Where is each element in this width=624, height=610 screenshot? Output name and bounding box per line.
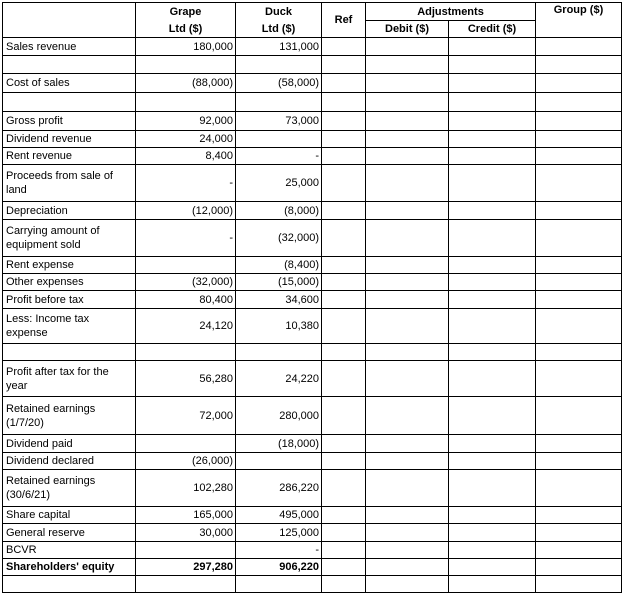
grape-value: 8,400 xyxy=(136,148,236,165)
row-label: Gross profit xyxy=(3,112,136,131)
grape-value xyxy=(136,435,236,453)
credit-cell xyxy=(449,165,536,202)
row-label: Less: Income tax expense xyxy=(3,309,136,344)
debit-cell xyxy=(366,291,449,309)
table-row xyxy=(3,344,622,361)
ref-cell xyxy=(322,112,366,131)
debit-cell xyxy=(366,309,449,344)
group-cell xyxy=(536,56,622,74)
debit-cell xyxy=(366,93,449,112)
grape-value xyxy=(136,576,236,593)
row-label xyxy=(3,56,136,74)
row-label: Dividend revenue xyxy=(3,131,136,148)
row-label: Other expenses xyxy=(3,274,136,291)
table-row xyxy=(3,93,622,112)
ref-cell xyxy=(322,56,366,74)
header-grape-name: Grape xyxy=(136,3,236,21)
group-cell xyxy=(536,344,622,361)
table-row xyxy=(3,576,622,593)
row-label: Cost of sales xyxy=(3,74,136,93)
table-row xyxy=(3,542,622,559)
credit-cell xyxy=(449,435,536,453)
credit-cell xyxy=(449,274,536,291)
grape-value: (12,000) xyxy=(136,202,236,220)
ref-cell xyxy=(322,453,366,470)
row-label: Dividend paid xyxy=(3,435,136,453)
duck-value: 495,000 xyxy=(236,507,322,524)
ref-cell xyxy=(322,38,366,56)
debit-cell xyxy=(366,361,449,397)
group-cell xyxy=(536,291,622,309)
debit-cell xyxy=(366,397,449,435)
table-row xyxy=(3,220,622,257)
duck-value: (8,000) xyxy=(236,202,322,220)
group-cell xyxy=(536,131,622,148)
duck-value: 34,600 xyxy=(236,291,322,309)
ref-cell xyxy=(322,470,366,507)
debit-cell xyxy=(366,131,449,148)
credit-cell xyxy=(449,576,536,593)
group-cell xyxy=(536,165,622,202)
table-row xyxy=(3,274,622,291)
header-duck-name: Duck xyxy=(236,3,322,21)
table-row xyxy=(3,453,622,470)
debit-cell xyxy=(366,542,449,559)
debit-cell xyxy=(366,435,449,453)
group-cell xyxy=(536,397,622,435)
grape-value xyxy=(136,344,236,361)
grape-value: 102,280 xyxy=(136,470,236,507)
credit-cell xyxy=(449,453,536,470)
ref-cell xyxy=(322,220,366,257)
ref-cell xyxy=(322,165,366,202)
debit-cell xyxy=(366,524,449,542)
credit-cell xyxy=(449,524,536,542)
grape-value: 180,000 xyxy=(136,38,236,56)
grape-value: 165,000 xyxy=(136,507,236,524)
credit-cell xyxy=(449,257,536,274)
credit-cell xyxy=(449,38,536,56)
table-row xyxy=(3,524,622,542)
header-grape-unit: Ltd ($) xyxy=(136,21,236,38)
ref-cell xyxy=(322,435,366,453)
table-row xyxy=(3,148,622,165)
duck-value: - xyxy=(236,148,322,165)
group-cell xyxy=(536,112,622,131)
group-cell xyxy=(536,74,622,93)
credit-cell xyxy=(449,148,536,165)
debit-cell xyxy=(366,274,449,291)
header-adjustments: Adjustments xyxy=(366,3,536,21)
credit-cell xyxy=(449,559,536,576)
grape-value xyxy=(136,93,236,112)
group-cell xyxy=(536,453,622,470)
group-cell xyxy=(536,257,622,274)
duck-value xyxy=(236,576,322,593)
credit-cell xyxy=(449,93,536,112)
duck-value: - xyxy=(236,542,322,559)
table-row xyxy=(3,56,622,74)
duck-value: 25,000 xyxy=(236,165,322,202)
debit-cell xyxy=(366,453,449,470)
header-ref: Ref xyxy=(322,3,366,38)
row-label xyxy=(3,344,136,361)
row-label: Dividend declared xyxy=(3,453,136,470)
group-cell xyxy=(536,470,622,507)
credit-cell xyxy=(449,397,536,435)
group-cell xyxy=(536,38,622,56)
grape-value xyxy=(136,257,236,274)
row-label: Shareholders' equity xyxy=(3,559,136,576)
row-label xyxy=(3,576,136,593)
grape-value: 72,000 xyxy=(136,397,236,435)
grape-value xyxy=(136,56,236,74)
debit-cell xyxy=(366,165,449,202)
credit-cell xyxy=(449,291,536,309)
duck-value: 73,000 xyxy=(236,112,322,131)
ref-cell xyxy=(322,93,366,112)
table-row xyxy=(3,112,622,131)
table-row xyxy=(3,559,622,576)
table-row xyxy=(3,435,622,453)
table-row xyxy=(3,74,622,93)
row-label: Retained earnings (1/7/20) xyxy=(3,397,136,435)
table-row xyxy=(3,507,622,524)
row-label: Profit before tax xyxy=(3,291,136,309)
ref-cell xyxy=(322,291,366,309)
grape-value: 24,120 xyxy=(136,309,236,344)
table-row xyxy=(3,165,622,202)
credit-cell xyxy=(449,361,536,397)
credit-cell xyxy=(449,74,536,93)
credit-cell xyxy=(449,470,536,507)
header-credit: Credit ($) xyxy=(449,21,536,38)
row-label: Carrying amount of equipment sold xyxy=(3,220,136,257)
ref-cell xyxy=(322,257,366,274)
row-label xyxy=(3,93,136,112)
credit-cell xyxy=(449,131,536,148)
duck-value xyxy=(236,131,322,148)
debit-cell xyxy=(366,148,449,165)
duck-value xyxy=(236,344,322,361)
row-label: Retained earnings (30/6/21) xyxy=(3,470,136,507)
duck-value: 286,220 xyxy=(236,470,322,507)
group-cell xyxy=(536,524,622,542)
group-cell xyxy=(536,361,622,397)
debit-cell xyxy=(366,74,449,93)
debit-cell xyxy=(366,507,449,524)
grape-value: (26,000) xyxy=(136,453,236,470)
duck-value: (58,000) xyxy=(236,74,322,93)
credit-cell xyxy=(449,344,536,361)
duck-value: 10,380 xyxy=(236,309,322,344)
grape-value: 92,000 xyxy=(136,112,236,131)
header-group: Group ($) xyxy=(536,3,622,38)
debit-cell xyxy=(366,56,449,74)
group-cell xyxy=(536,93,622,112)
ref-cell xyxy=(322,309,366,344)
ref-cell xyxy=(322,274,366,291)
group-cell xyxy=(536,435,622,453)
header-duck-unit: Ltd ($) xyxy=(236,21,322,38)
table-row xyxy=(3,257,622,274)
group-cell xyxy=(536,559,622,576)
row-label: General reserve xyxy=(3,524,136,542)
table-row xyxy=(3,397,622,435)
debit-cell xyxy=(366,257,449,274)
duck-value: (15,000) xyxy=(236,274,322,291)
debit-cell xyxy=(366,559,449,576)
row-label: Rent expense xyxy=(3,257,136,274)
group-cell xyxy=(536,309,622,344)
grape-value: - xyxy=(136,220,236,257)
ref-cell xyxy=(322,576,366,593)
debit-cell xyxy=(366,470,449,507)
credit-cell xyxy=(449,202,536,220)
grape-value: 56,280 xyxy=(136,361,236,397)
duck-value: (32,000) xyxy=(236,220,322,257)
group-cell xyxy=(536,507,622,524)
grape-value: (32,000) xyxy=(136,274,236,291)
debit-cell xyxy=(366,344,449,361)
header-debit: Debit ($) xyxy=(366,21,449,38)
consolidation-worksheet xyxy=(2,2,622,593)
row-label: Profit after tax for the year xyxy=(3,361,136,397)
debit-cell xyxy=(366,202,449,220)
grape-value: 80,400 xyxy=(136,291,236,309)
ref-cell xyxy=(322,361,366,397)
ref-cell xyxy=(322,344,366,361)
grape-value: 297,280 xyxy=(136,559,236,576)
duck-value: 24,220 xyxy=(236,361,322,397)
grape-value xyxy=(136,542,236,559)
duck-value xyxy=(236,453,322,470)
group-cell xyxy=(536,274,622,291)
row-label: Rent revenue xyxy=(3,148,136,165)
table-row xyxy=(3,470,622,507)
row-label: Depreciation xyxy=(3,202,136,220)
debit-cell xyxy=(366,112,449,131)
credit-cell xyxy=(449,309,536,344)
credit-cell xyxy=(449,112,536,131)
grape-value: (88,000) xyxy=(136,74,236,93)
group-cell xyxy=(536,148,622,165)
table-row xyxy=(3,131,622,148)
debit-cell xyxy=(366,38,449,56)
duck-value: 906,220 xyxy=(236,559,322,576)
table-row xyxy=(3,38,622,56)
table-row xyxy=(3,361,622,397)
duck-value: 280,000 xyxy=(236,397,322,435)
row-label: Share capital xyxy=(3,507,136,524)
credit-cell xyxy=(449,507,536,524)
credit-cell xyxy=(449,56,536,74)
ref-cell xyxy=(322,524,366,542)
row-label: Proceeds from sale of land xyxy=(3,165,136,202)
duck-value: (18,000) xyxy=(236,435,322,453)
grape-value: 30,000 xyxy=(136,524,236,542)
table-row xyxy=(3,291,622,309)
debit-cell xyxy=(366,220,449,257)
table-row xyxy=(3,309,622,344)
ref-cell xyxy=(322,397,366,435)
header-label-column xyxy=(3,3,136,38)
duck-value: 131,000 xyxy=(236,38,322,56)
ref-cell xyxy=(322,542,366,559)
group-cell xyxy=(536,542,622,559)
ref-cell xyxy=(322,559,366,576)
ref-cell xyxy=(322,507,366,524)
ref-cell xyxy=(322,202,366,220)
worksheet-body xyxy=(3,38,622,593)
group-cell xyxy=(536,576,622,593)
table-row xyxy=(3,202,622,220)
duck-value: (8,400) xyxy=(236,257,322,274)
row-label: BCVR xyxy=(3,542,136,559)
group-cell xyxy=(536,202,622,220)
ref-cell xyxy=(322,74,366,93)
duck-value xyxy=(236,56,322,74)
ref-cell xyxy=(322,148,366,165)
credit-cell xyxy=(449,542,536,559)
credit-cell xyxy=(449,220,536,257)
duck-value: 125,000 xyxy=(236,524,322,542)
group-cell xyxy=(536,220,622,257)
grape-value: - xyxy=(136,165,236,202)
duck-value xyxy=(236,93,322,112)
debit-cell xyxy=(366,576,449,593)
ref-cell xyxy=(322,131,366,148)
grape-value: 24,000 xyxy=(136,131,236,148)
row-label: Sales revenue xyxy=(3,38,136,56)
